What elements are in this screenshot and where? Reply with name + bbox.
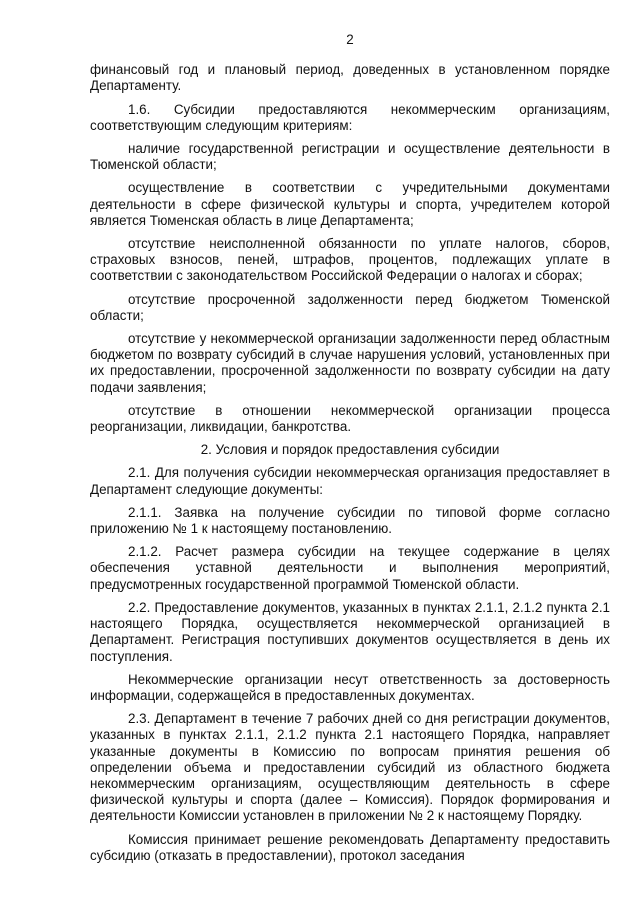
- paragraph: 1.6. Субсидии предоставляются некоммерческим организациям, соответствующим следующим критериям:: [90, 101, 610, 133]
- paragraph: отсутствие просроченной задолженности перед бюджетом Тюменской области;: [90, 291, 610, 323]
- paragraph: 2.3. Департамент в течение 7 рабочих дней со дня регистрации документов, указанных в пунктах 2.1.1, 2.1.2 пункта 2.1 настоящего Порядка, направляет указанные документы в Комиссию по вопросам принятия решения об определении объема и предоставлении субсидий из областного бюджета некоммерческим организациям, осуществляющим деятельность в сфере физической культуры и спорта (далее – Комиссия). Порядок формирования и деятельности Комиссии установлен в приложении № 2 к настоящему Порядку.: [90, 711, 610, 824]
- paragraph: 2.1. Для получения субсидии некоммерческая организация предоставляет в Департамент следующие документы:: [90, 465, 610, 497]
- paragraph: осуществление в соответствии с учредительными документами деятельности в сфере физической культуры и спорта, учредителем которой является Тюменская область в лице Департамента;: [90, 180, 610, 228]
- paragraph: отсутствие в отношении некоммерческой организации процесса реорганизации, ликвидации, банкротства.: [90, 402, 610, 435]
- paragraph: Комиссия принимает решение рекомендовать Департаменту предоставить субсидию (отказать в предоставлении), протокол заседания: [90, 831, 610, 863]
- paragraph: наличие государственной регистрации и осуществление деятельности в Тюменской области;: [90, 141, 610, 173]
- paragraph: Некоммерческие организации несут ответственность за достоверность информации, содержащейся в предоставленных документах.: [90, 671, 610, 703]
- document-body: [90, 62, 610, 864]
- paragraph: отсутствие у некоммерческой организации задолженности перед областным бюджетом по возврату субсидий в случае нарушения условий, установленных при их предоставлении, просроченной задолженности по возврату субсидии на дату подачи заявления;: [90, 331, 610, 395]
- section-heading: 2. Условия и порядок предоставления субсидии: [200, 442, 500, 458]
- paragraph: 2.2. Предоставление документов, указанных в пунктах 2.1.1, 2.1.2 пункта 2.1 настоящего Порядка, осуществляется некоммерческой организацией в Департамент. Регистрация поступивших документов осуществляется в день их поступления.: [90, 599, 610, 664]
- paragraph-continuation: финансовый год и плановый период, доведенных в установленном порядке Департаменту.: [90, 62, 610, 94]
- page-number: 2: [346, 32, 354, 47]
- paragraph: 2.1.1. Заявка на получение субсидии по типовой форме согласно приложению № 1 к настоящему постановлению.: [90, 504, 610, 537]
- paragraph: отсутствие неисполненной обязанности по уплате налогов, сборов, страховых взносов, пеней, штрафов, процентов, подлежащих уплате в соответствии с законодательством Российской Федерации о налогах и сборах;: [90, 236, 610, 284]
- paragraph: 2.1.2. Расчет размера субсидии на текущее содержание в целях обеспечения уставной деятельности и выполнения мероприятий, предусмотренных государственной программой Тюменской области.: [90, 544, 610, 592]
